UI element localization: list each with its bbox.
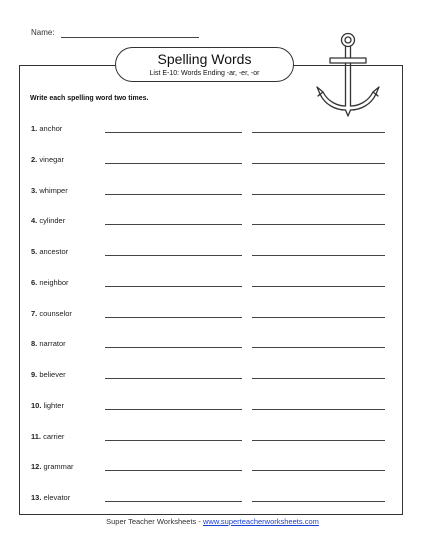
word-row xyxy=(31,247,68,257)
spelling-word: grammar xyxy=(43,462,74,471)
name-label: Name: xyxy=(31,28,55,37)
write-line-second[interactable] xyxy=(252,409,385,410)
write-line-second[interactable] xyxy=(252,132,385,133)
title-box xyxy=(115,47,294,82)
write-line-second[interactable] xyxy=(252,255,385,256)
write-line-first[interactable] xyxy=(105,224,242,225)
write-line-second[interactable] xyxy=(252,317,385,318)
word-row xyxy=(31,432,64,442)
word-number: 1. xyxy=(31,124,38,133)
spelling-word: cylinder xyxy=(39,216,66,225)
word-number: 12. xyxy=(31,462,42,471)
write-line-second[interactable] xyxy=(252,224,385,225)
spelling-word: ancestor xyxy=(39,247,69,256)
name-line xyxy=(61,37,199,38)
spelling-word: whimper xyxy=(39,186,68,195)
write-line-first[interactable] xyxy=(105,163,242,164)
word-number: 10. xyxy=(31,401,42,410)
word-row xyxy=(31,186,68,196)
word-number: 4. xyxy=(31,216,38,225)
page-title: Spelling Words xyxy=(157,51,252,67)
instructions: Write each spelling word two times. xyxy=(30,95,149,102)
write-line-second[interactable] xyxy=(252,194,385,195)
write-line-second[interactable] xyxy=(252,378,385,379)
word-number: 9. xyxy=(31,370,38,379)
write-line-first[interactable] xyxy=(105,347,242,348)
write-line-first[interactable] xyxy=(105,470,242,471)
write-line-first[interactable] xyxy=(105,501,242,502)
write-line-second[interactable] xyxy=(252,163,385,164)
word-number: 11. xyxy=(31,432,42,441)
write-line-second[interactable] xyxy=(252,286,385,287)
write-line-second[interactable] xyxy=(252,501,385,502)
write-line-second[interactable] xyxy=(252,440,385,441)
spelling-word: narrator xyxy=(39,339,66,348)
word-row xyxy=(31,339,66,349)
word-row xyxy=(31,278,69,288)
word-row xyxy=(31,493,70,503)
word-number: 8. xyxy=(31,339,38,348)
spelling-word: vinegar xyxy=(39,155,64,164)
write-line-first[interactable] xyxy=(105,317,242,318)
write-line-first[interactable] xyxy=(105,132,242,133)
word-number: 3. xyxy=(31,186,38,195)
write-line-first[interactable] xyxy=(105,440,242,441)
spelling-word: carrier xyxy=(43,432,65,441)
word-number: 2. xyxy=(31,155,38,164)
word-number: 13. xyxy=(31,493,42,502)
word-row xyxy=(31,216,65,226)
write-line-second[interactable] xyxy=(252,470,385,471)
spelling-word: counselor xyxy=(39,309,72,318)
write-line-first[interactable] xyxy=(105,378,242,379)
word-row xyxy=(31,401,64,411)
word-row xyxy=(31,124,62,134)
spelling-word: believer xyxy=(39,370,66,379)
anchor-icon xyxy=(316,30,380,120)
footer xyxy=(0,517,425,526)
list-subtitle: List E-10: Words Ending -ar, -er, -or xyxy=(149,70,260,77)
word-row xyxy=(31,155,64,165)
write-line-first[interactable] xyxy=(105,255,242,256)
word-row xyxy=(31,370,66,380)
footer-text: Super Teacher Worksheets - xyxy=(106,517,203,526)
word-number: 5. xyxy=(31,247,38,256)
spelling-word: neighbor xyxy=(39,278,69,287)
word-number: 7. xyxy=(31,309,38,318)
word-row xyxy=(31,309,72,319)
word-row xyxy=(31,462,74,472)
spelling-word: lighter xyxy=(43,401,64,410)
spelling-word: anchor xyxy=(39,124,63,133)
write-line-first[interactable] xyxy=(105,194,242,195)
write-line-first[interactable] xyxy=(105,286,242,287)
spelling-word: elevator xyxy=(43,493,71,502)
word-number: 6. xyxy=(31,278,38,287)
write-line-second[interactable] xyxy=(252,347,385,348)
write-line-first[interactable] xyxy=(105,409,242,410)
footer-link[interactable]: www.superteacherworksheets.com xyxy=(202,517,319,526)
